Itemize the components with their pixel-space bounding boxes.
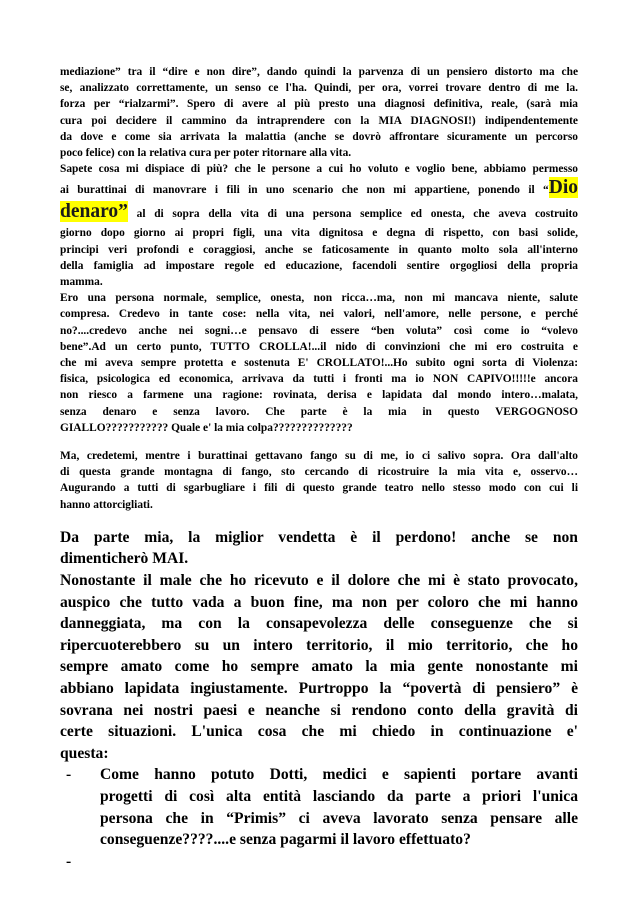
text-line: cura poi decidere il cammino da intraprendere con la MIA DIAGNOSI!) indipendentemente	[60, 114, 578, 127]
paragraph-puppeteers	[60, 161, 578, 290]
text-line: ripercuoterebbero su un intero territorio, il mio territorio, che ho	[60, 636, 578, 654]
text-line: progetti di così alta entità lasciando da parte a priori l'unica	[100, 788, 578, 805]
text-line: auspico che tutto vada a buon fine, ma non per coloro che mi hanno	[60, 593, 578, 611]
text-line: conseguenze????....e senza pagarmi il lavoro effettuato?	[100, 831, 471, 849]
text-line: senza denaro e senza lavoro. Che parte è la mia in questo VERGOGNOSO	[60, 405, 578, 418]
text-line	[60, 201, 578, 225]
text-fragment: al di sopra della vita di una persona semplice ed onesta, che aveva costruito	[127, 208, 578, 221]
document-page	[60, 64, 578, 873]
paragraph-territory	[60, 570, 578, 764]
text-line: questa:	[60, 744, 109, 762]
text-line: che mi aveva sempre protetta e sostenuta E' CROLLATO!...Ho subito ogni sorta di Violenza:	[60, 357, 578, 370]
text-line: danneggiata, ma con la consapevolezza delle conseguenze che si	[60, 615, 578, 633]
text-line: Sapete cosa mi dispiace di più? che le persone a cui ho voluto e voglio bene, abbiamo permesso	[60, 163, 578, 176]
text-line: certe situazioni. L'unica cosa che mi chiedo in continuazione e'	[60, 723, 578, 741]
text-line: GIALLO??????????? Quale e' la mia colpa??????????????	[60, 421, 353, 434]
text-line: Nonostante il male che ho ricevuto e il dolore che mi è stato provocato,	[60, 572, 578, 590]
text-line: giorno dopo giorno ai propri figli, una vita dignitosa e degna di rispetto, con basi solide,	[60, 227, 578, 240]
text-line: poco felice) con la relativa cura per poter ritornare alla vita.	[60, 147, 352, 160]
text-line: di questa grande montagna di fango, sto cercando di ricostruire la mia vita e, osservo…	[60, 466, 578, 479]
paragraph-gap	[60, 513, 578, 527]
text-fragment: ai burattinai di manovrare i fili in uno scenario che non mi appartiene, ponendo il “	[60, 184, 549, 197]
highlighted-word: Dio	[548, 177, 578, 199]
text-line: principi veri profondi e coraggiosi, anche se faticosamente in quanto molto sola all'interno	[60, 243, 578, 256]
text-line: abbiano lapidata ingiustamente. Purtroppo la “povertà di pensiero” è	[60, 680, 578, 698]
text-line: hanno attorcigliati.	[60, 498, 153, 511]
text-line: sempre amato come ho sempre amato la mia gente nonostante mi	[60, 658, 578, 676]
text-line: bene”.Ad un certo punto, TUTTO CROLLA!...il nido di convinzioni che mi ero costruita e	[60, 340, 578, 353]
text-line: mamma.	[60, 276, 103, 289]
text-line: se, analizzato correttamente, un senso ce l'ha. Quindi, per ora, vorrei trovare dentro di me la.	[60, 82, 578, 95]
paragraph-diagnosis	[60, 64, 578, 161]
text-line: no?....credevo anche nei sogni…e pensavo di essere “ben voluta” così come io “volevo	[60, 324, 578, 337]
text-line: Come hanno potuto Dotti, medici e sapienti portare avanti	[100, 766, 578, 784]
text-line: Ma, credetemi, mentre i burattinai gettavano fango su di me, io ci salivo sopra. Ora dall'alto	[60, 450, 578, 463]
text-line: persona che in “Primis” ci aveva lavorato senza pensare alle	[100, 809, 578, 827]
text-line: da dove e come sia arrivata la malattia (anche se dovrò affrontare sicuramente un percorso	[60, 130, 578, 143]
text-line: sovrana nei nostri paesi e neanche si rendono conto della gravità di	[60, 701, 578, 719]
text-line: compresa. Credevo in tante cose: nella vita, nei valori, nell'amore, nelle persone, e perché	[60, 308, 578, 321]
text-line: forza per “rialzarmi”. Spero di avere al più presto una diagnosi definitiva, reale, (sarà mia	[60, 98, 578, 111]
paragraph-gap	[60, 436, 578, 448]
highlighted-word: denaro”	[60, 201, 128, 223]
text-line: non riesco a farmene una ragione: rovinata, derisa e lapidata dal mondo intero…malata,	[60, 389, 578, 402]
text-line: della famiglia ad impostare regole ed educazione, facendoli sentire orgogliosi della propria	[60, 259, 578, 272]
list-bullet: -	[66, 852, 72, 870]
text-line: Da parte mia, la miglior vendetta è il perdono! anche se non	[60, 528, 578, 546]
list-item	[60, 764, 578, 850]
text-line: Augurando a tutti di sgarbugliare i fili di questo grande teatro nello stesso modo con cui li	[60, 482, 578, 495]
list-item	[60, 851, 578, 873]
list-bullet: -	[66, 766, 72, 784]
text-line: Ero una persona normale, semplice, onesta, non ricca…ma, non mi mancava niente, salute	[60, 292, 578, 305]
text-line: dimenticherò MAI.	[60, 550, 189, 568]
paragraph-mountain-of-mud	[60, 448, 578, 513]
paragraph-forgiveness	[60, 527, 578, 570]
text-line	[60, 177, 578, 201]
paragraph-normal-person	[60, 290, 578, 436]
text-line: mediazione” tra il “dire e non dire”, dando quindi la parvenza di un pensiero distorto ma che	[60, 66, 578, 78]
question-list	[60, 764, 578, 872]
text-line: fisica, psicologica ed economica, arrivava da tutti i fronti ma io NON CAPIVO!!!!!e ancora	[60, 373, 578, 386]
